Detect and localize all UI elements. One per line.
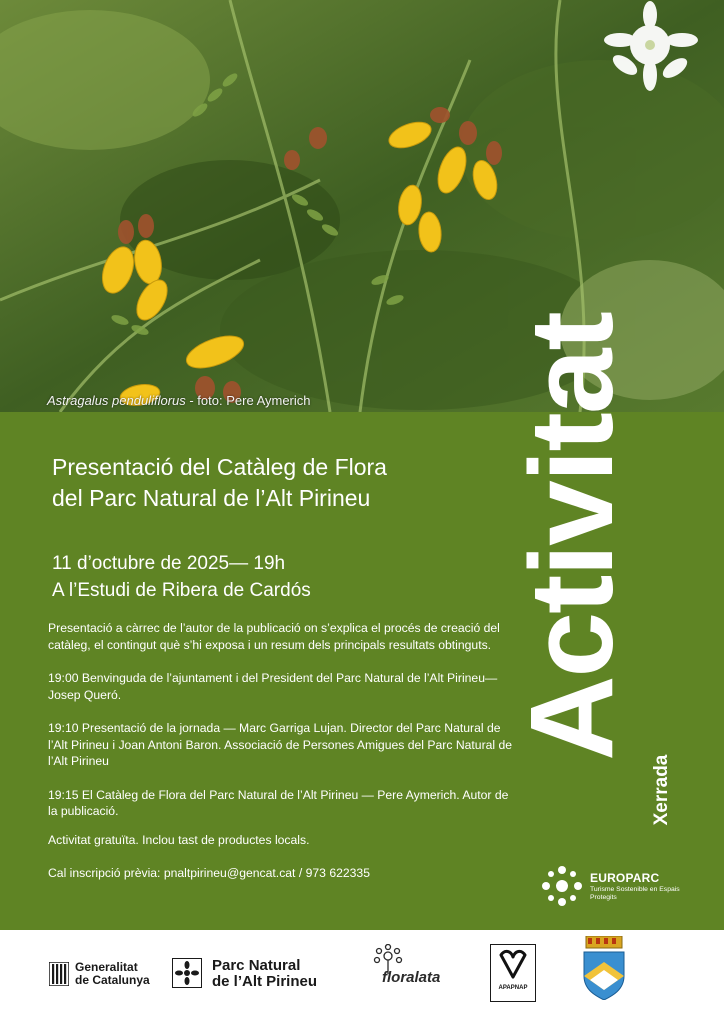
apapnap-name: APAPNAP xyxy=(498,985,528,991)
xerrada-vertical-label xyxy=(642,740,682,840)
event-date-time: 11 d’octubre de 2025— 19h xyxy=(52,553,286,574)
photo-credit: - foto: Pere Aymerich xyxy=(185,393,311,408)
park-name xyxy=(212,958,317,990)
activitat-label: Activitat xyxy=(506,313,638,761)
gencat-name xyxy=(75,961,150,987)
event-when xyxy=(52,550,311,604)
park-emblem-icon xyxy=(172,958,202,988)
program-item-3: 19:15 El Catàleg de Flora del Parc Natural de l’Alt Pirineu — Pere Aymerich. Autor de la publicació. xyxy=(48,787,509,818)
municipal-shield-logo xyxy=(582,936,626,1005)
program-item-2: 19:10 Presentació de la jornada — Marc Garriga Lujan. Director del Parc Natural de l’Alt Pirineu i Joan Antoni Baron. Associació de Persones Amigues del Parc Natural de l’Alt Pirineu xyxy=(48,721,513,768)
event-place: A l’Estudi de Ribera de Cardós xyxy=(52,580,311,601)
photo-species: Astragalus penduliflorus xyxy=(47,393,186,408)
gencat-line2: de Catalunya xyxy=(75,973,150,987)
europarc-logo xyxy=(540,864,680,908)
municipal-coat-of-arms-icon xyxy=(582,936,626,1000)
europarc-mark-icon xyxy=(540,864,584,908)
gencat-emblem-icon xyxy=(49,962,69,986)
park-name-line1: Parc Natural xyxy=(212,957,301,974)
floralata-name: floralata xyxy=(382,969,441,986)
program-item-1: 19:00 Benvinguda de l’ajuntament i del President del Parc Natural de l’Alt Pirineu—Josep Queró. xyxy=(48,671,498,702)
floralata-logo xyxy=(368,944,441,986)
europarc-name: EUROPARC xyxy=(590,871,660,885)
activitat-vertical-heading xyxy=(506,232,638,842)
photo-caption xyxy=(47,393,311,408)
park-logo xyxy=(172,957,318,993)
gencat-line1: Generalitat xyxy=(75,960,138,974)
europarc-tagline: Turisme Sostenible en Espais Protegits xyxy=(590,886,680,901)
xerrada-label: Xerrada xyxy=(651,754,672,826)
event-title xyxy=(52,452,522,514)
gencat-logo xyxy=(49,960,150,991)
intro-paragraph: Presentació a càrrec de l’autor de la publicació on s’explica el procés de creació del catàleg, el contingut què s’hi exposa i un resum dels principals resultats obtinguts. xyxy=(48,621,500,652)
event-description xyxy=(48,620,513,899)
apapnap-heart-icon xyxy=(491,945,535,985)
event-title-line1: Presentació del Catàleg de Flora xyxy=(52,454,387,480)
park-name-line2: de l’Alt Pirineu xyxy=(212,973,318,990)
apapnap-logo xyxy=(490,944,536,1002)
free-note: Activitat gratuïta. Inclou tast de productes locals. xyxy=(48,832,310,847)
event-title-line2: del Parc Natural de l’Alt Pirineu xyxy=(52,485,371,511)
registration-note: Cal inscripció prèvia: pnaltpirineu@gencat.cat / 973 622335 xyxy=(48,866,370,880)
